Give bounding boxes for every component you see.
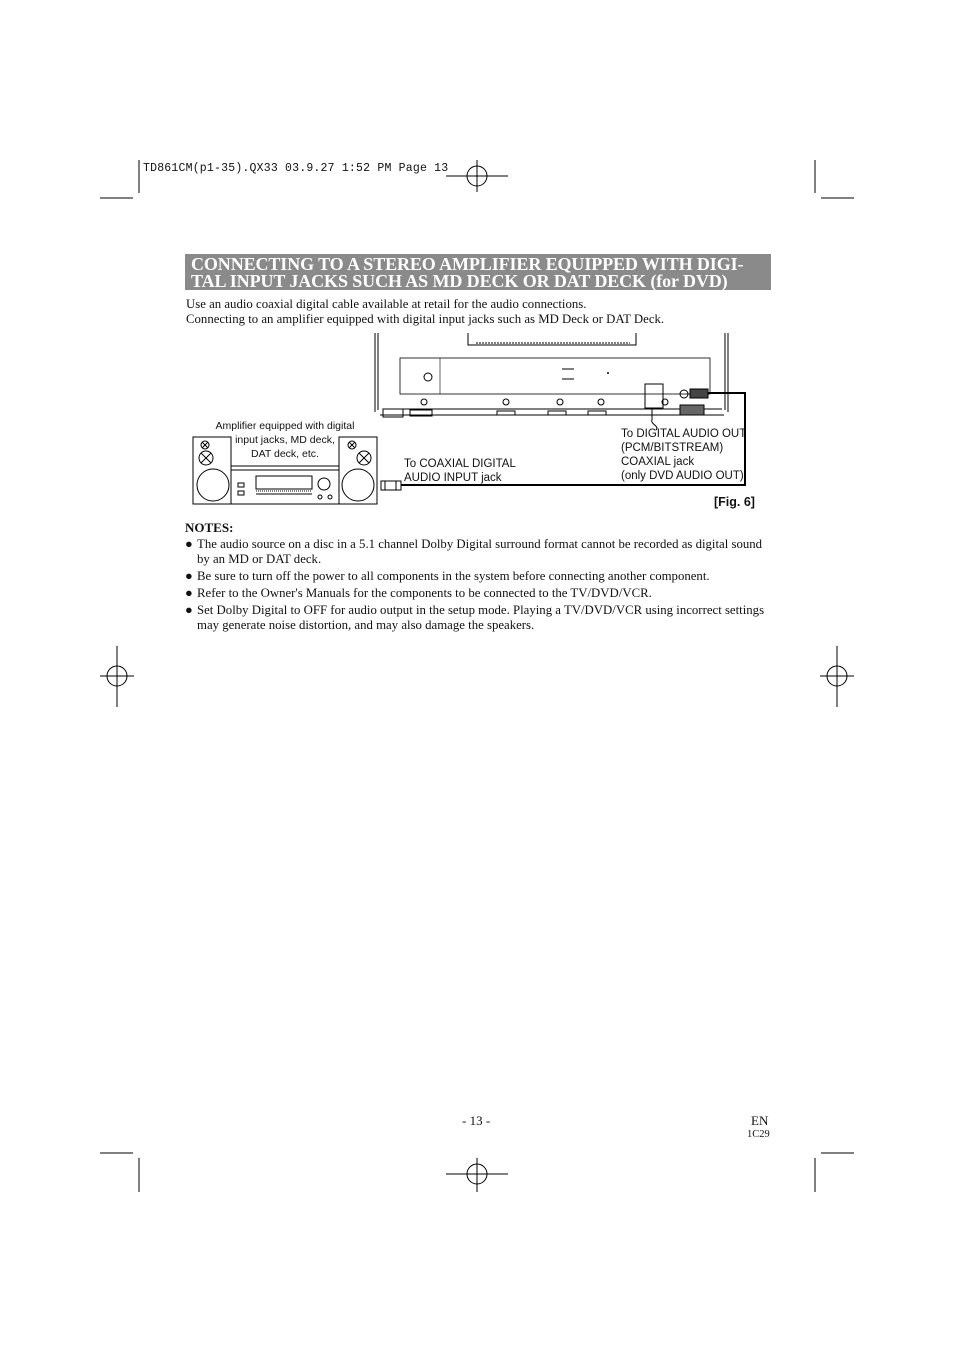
digital-audio-out-label-line-1: To DIGITAL AUDIO OUT: [621, 428, 747, 440]
amplifier-label-line-2: input jacks, MD deck,: [235, 434, 335, 446]
note-text: Set Dolby Digital to OFF for audio output in the setup mode. Playing a TV/DVD/VCR using incorrect settings may generate noise distortion, and may also damage the speakers.: [197, 603, 765, 632]
figure-label: [Fig. 6]: [714, 495, 755, 509]
note-item: [185, 603, 765, 633]
note-text: Be sure to turn off the power to all components in the system before connecting another component.: [197, 569, 710, 583]
coaxial-input-label-line-1: To COAXIAL DIGITAL: [404, 458, 516, 470]
document-code: 1C29: [747, 1129, 770, 1140]
bullet-icon: ●: [185, 537, 193, 551]
note-item: [185, 537, 765, 567]
language-code: EN: [751, 1113, 769, 1128]
bullet-icon: ●: [185, 569, 193, 583]
amplifier-label-line-3: DAT deck, etc.: [251, 448, 319, 460]
intro-line-1: Use an audio coaxial digital cable available at retail for the audio connections.: [186, 297, 587, 311]
amplifier-label: [212, 419, 358, 461]
section-title-line-2: TAL INPUT JACKS SUCH AS MD DECK OR DAT DECK (for DVD): [191, 271, 728, 291]
page-number: - 13 -: [462, 1113, 491, 1128]
digital-audio-out-label-line-3: COAXIAL jack: [621, 456, 695, 468]
digital-audio-out-label: [621, 427, 746, 483]
note-text: Refer to the Owner's Manuals for the components to be connected to the TV/DVD/VCR.: [197, 586, 652, 600]
bullet-icon: ●: [185, 586, 193, 600]
coaxial-input-label: [404, 457, 516, 485]
bullet-icon: ●: [185, 603, 193, 617]
notes-heading: NOTES:: [185, 520, 234, 535]
note-item: [185, 569, 765, 584]
note-text: The audio source on a disc in a 5.1 channel Dolby Digital surround format cannot be recorded as digital sound by an MD or DAT deck.: [197, 537, 763, 566]
amplifier-unit: [231, 466, 339, 504]
intro-line-2: Connecting to an amplifier equipped with digital input jacks such as MD Deck or DAT Deck.: [186, 312, 665, 326]
note-item: [185, 586, 765, 601]
amplifier-label-line-1: Amplifier equipped with digital: [215, 420, 355, 432]
coaxial-input-label-line-2: AUDIO INPUT jack: [404, 472, 502, 484]
tv-rear-panel: [375, 333, 728, 430]
digital-audio-out-label-line-4: (only DVD AUDIO OUT): [621, 470, 744, 482]
print-slug: TD861CM(p1-35).QX33 03.9.27 1:52 PM Page 13: [143, 162, 449, 175]
section-title-line-1: CONNECTING TO A STEREO AMPLIFIER EQUIPPED WITH DIGI-: [191, 254, 744, 274]
digital-audio-out-label-line-2: (PCM/BITSTREAM): [621, 442, 724, 454]
